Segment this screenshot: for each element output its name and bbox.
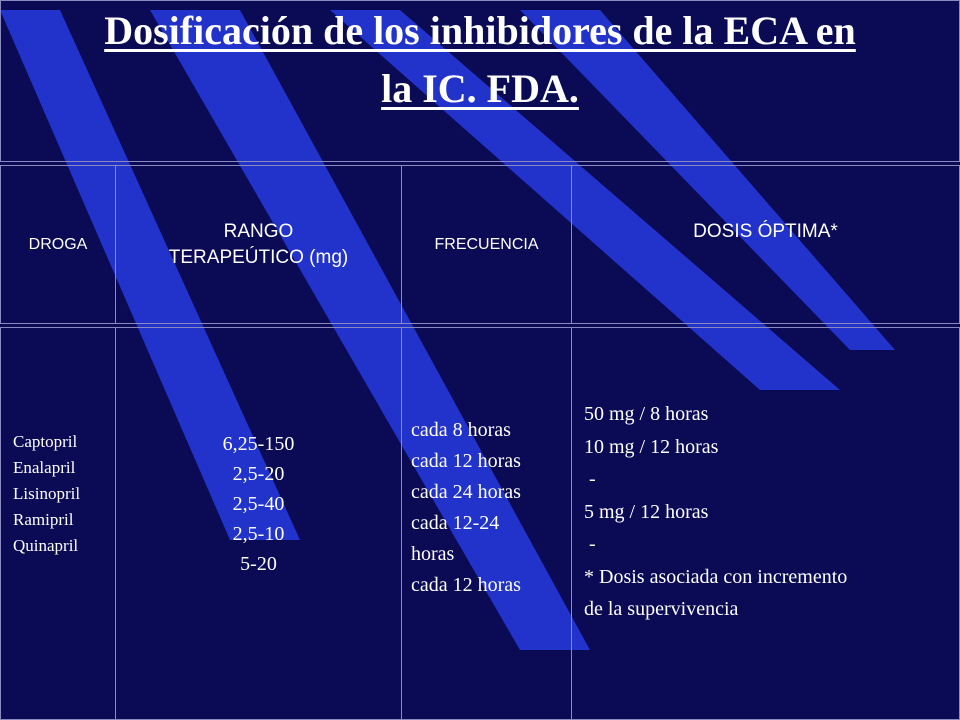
droga-item: Captopril bbox=[13, 432, 78, 451]
dosis-item: - bbox=[584, 533, 596, 555]
rango-item: 6,25-150 bbox=[222, 433, 295, 455]
dosis-footnote: de la supervivencia bbox=[584, 598, 739, 620]
droga-item: Quinapril bbox=[13, 536, 79, 555]
header-droga-label: DROGA bbox=[28, 235, 88, 253]
rango-item: 5-20 bbox=[240, 553, 277, 575]
header-droga bbox=[0, 165, 116, 324]
frecuencia-item: horas bbox=[411, 543, 455, 565]
title-line-2: la IC. FDA. bbox=[381, 66, 579, 111]
drogas-list bbox=[13, 429, 80, 559]
dosis-item: - bbox=[584, 468, 596, 490]
dosis-footnote: * Dosis asociada con incremento bbox=[584, 565, 848, 588]
header-rango-line2: TERAPEÚTICO (mg) bbox=[168, 246, 349, 268]
dosis-list bbox=[584, 398, 847, 626]
title-line-1: Dosificación de los inhibidores de la ECA en bbox=[104, 8, 856, 53]
frecuencia-item: cada 12-24 bbox=[411, 512, 500, 534]
frecuencia-item: cada 12 horas bbox=[411, 450, 521, 472]
frecuencia-item: cada 24 horas bbox=[411, 481, 521, 503]
header-frecuencia-label: FRECUENCIA bbox=[434, 235, 539, 253]
rango-item: 2,5-10 bbox=[232, 523, 285, 545]
frecuencias-list bbox=[411, 415, 521, 601]
droga-item: Ramipril bbox=[13, 510, 74, 529]
header-rango-line1: RANGO bbox=[223, 220, 294, 242]
slide-title bbox=[0, 2, 960, 118]
rango-item: 2,5-20 bbox=[232, 463, 285, 485]
header-dosis bbox=[571, 165, 960, 324]
rango-item: 2,5-40 bbox=[232, 493, 285, 515]
cell-rangos bbox=[115, 327, 402, 720]
header-frecuencia bbox=[401, 165, 572, 324]
cell-frecuencias bbox=[401, 327, 572, 720]
cell-drogas bbox=[0, 327, 116, 720]
frecuencia-item: cada 8 horas bbox=[411, 419, 511, 441]
cell-dosis bbox=[571, 327, 960, 720]
header-rango bbox=[115, 165, 402, 324]
dosis-item: 5 mg / 12 horas bbox=[584, 500, 709, 523]
dosis-item: 50 mg / 8 horas bbox=[584, 403, 709, 425]
rangos-list bbox=[116, 429, 401, 579]
dosis-item: 10 mg / 12 horas bbox=[584, 435, 719, 458]
frecuencia-item: cada 12 horas bbox=[411, 574, 521, 596]
header-dosis-label: DOSIS ÓPTIMA* bbox=[693, 220, 838, 242]
droga-item: Lisinopril bbox=[13, 484, 81, 503]
droga-item: Enalapril bbox=[13, 458, 76, 477]
